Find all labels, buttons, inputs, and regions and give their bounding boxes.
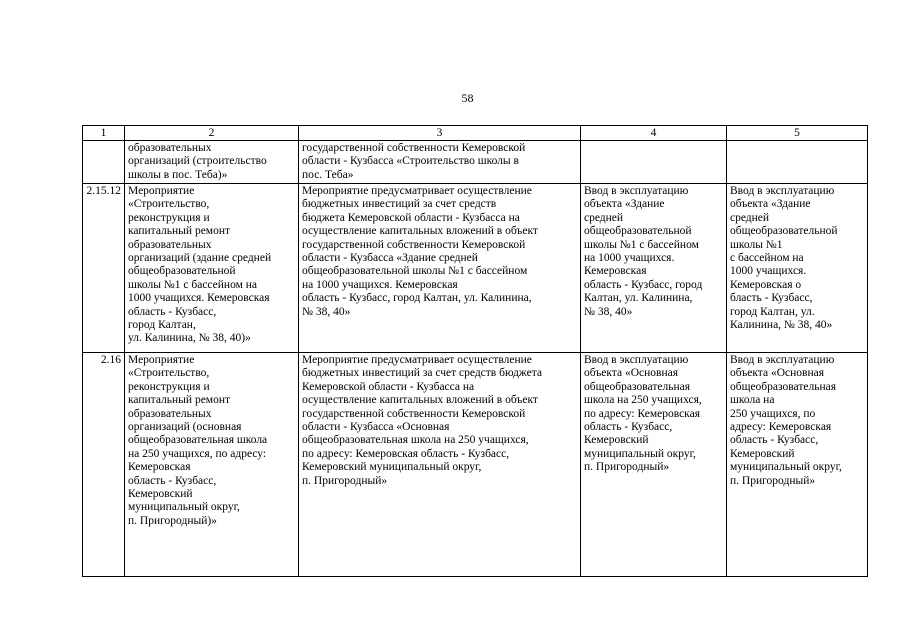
cell-text-line: Ввод в эксплуатацию [730, 185, 835, 197]
cell-text-line: область - Кузбасс, [128, 305, 217, 318]
cell-text-line: образовательных [128, 407, 212, 420]
cell-text-line: Кемеровский [128, 488, 193, 501]
cell-text-line: город Калтан, [128, 319, 196, 332]
cell-text-line: общеобразовательная [584, 380, 690, 393]
cell-text-line: области - Кузбасса «Строительство школы в [302, 155, 519, 168]
cell-text-line: Кемеровская [584, 265, 647, 278]
cell-text-line: Кемеровский [584, 434, 649, 447]
cell-text-line: бюджета Кемеровской области - Кузбасса на [302, 211, 520, 224]
column-header: 4 [581, 126, 727, 141]
cell-text-line: реконструкция и [128, 380, 210, 393]
cell-text-line: реконструкция и [128, 211, 210, 224]
cell-text-line: школы №1 с бассейном на [128, 278, 258, 291]
cell-text-line: области - Кузбасса «Здание средней [302, 252, 478, 265]
cell-text-line: общеобразовательной [128, 265, 236, 278]
cell-text-line: школы №1 [730, 238, 783, 251]
cell-text-line: № 38, 40» [584, 305, 633, 318]
cell-text-line: область - Кузбасс, город [584, 278, 703, 291]
cell-text-line: Мероприятие предусматривает осуществление [302, 185, 532, 197]
row-number-cell: 2.15.12 [83, 184, 125, 353]
cell-text-line: Кемеровский [730, 447, 795, 460]
cell-text-line: пос. Теба» [302, 168, 354, 181]
cell-text-line: область - Кузбасс, город Калтан, ул. Калинина, [302, 292, 532, 305]
cell-text-line: город Калтан, ул. [730, 305, 815, 318]
table-row [83, 184, 868, 353]
cell-text-line: школы №1 с бассейном [584, 238, 699, 251]
cell-text-line: Мероприятие [128, 185, 195, 197]
cell-text-line: п. Пригородный» [302, 474, 388, 487]
cell-text-line: п. Пригородный» [730, 474, 816, 487]
cell-text-line: на 1000 учащихся. [584, 252, 675, 265]
cell-col4 [581, 353, 727, 577]
column-header: 1 [83, 126, 125, 141]
cell-text-line: на 250 учащихся, по адресу: [128, 447, 267, 460]
cell-text-line: 1000 учащихся. [730, 265, 807, 278]
cell-text-line: организаций (основная [128, 421, 242, 434]
cell-text-line: школа на [730, 394, 775, 407]
cell-col5 [727, 353, 868, 577]
cell-text-line: «Строительство, [128, 367, 210, 380]
cell-col3 [299, 141, 581, 184]
cell-text-line: муниципальный округ, [730, 461, 842, 474]
cell-text-line: «Строительство, [128, 198, 210, 211]
cell-text-line: на 1000 учащихся. Кемеровская [302, 278, 458, 291]
cell-text-line: общеобразовательная школа [128, 434, 268, 447]
cell-text-line: по адресу: Кемеровская область - Кузбасс, [302, 447, 510, 460]
cell-text-line: область - Кузбасс, [128, 474, 217, 487]
cell-text-line: школа на 250 учащихся, [584, 394, 702, 407]
cell-text-line: по адресу: Кемеровская [584, 407, 700, 420]
cell-text-line: школы в пос. Теба)» [128, 168, 228, 181]
column-header: 3 [299, 126, 581, 141]
cell-text-line: области - Кузбасса «Основная [302, 421, 450, 434]
cell-text-line: адресу: Кемеровская [730, 421, 832, 434]
table-row [83, 353, 868, 577]
cell-col3 [299, 353, 581, 577]
cell-col2 [125, 184, 299, 353]
cell-text-line: Ввод в эксплуатацию [730, 354, 835, 366]
row-number-cell: 2.16 [83, 353, 125, 577]
cell-text-line: Мероприятие [128, 354, 195, 366]
cell-text-line: 250 учащихся, по [730, 407, 816, 420]
cell-text-line: осуществление капитальных вложений в объект [302, 225, 538, 238]
cell-text-line: Калинина, № 38, 40» [730, 319, 833, 332]
cell-text-line: п. Пригородный» [584, 461, 670, 474]
cell-text-line: общеобразовательной [730, 225, 838, 238]
table-row [83, 141, 868, 184]
cell-text-line: область - Кузбасс, [584, 421, 673, 434]
cell-col2 [125, 353, 299, 577]
cell-col5 [727, 184, 868, 353]
cell-text-line: Кемеровский муниципальный округ, [302, 461, 482, 474]
cell-text-line: бласть - Кузбасс, [730, 292, 813, 305]
cell-col2 [125, 141, 299, 184]
cell-text-line: государственной собственности Кемеровской [302, 238, 526, 251]
cell-text-line: образовательных [128, 238, 212, 251]
cell-text-line: организаций (здание средней [128, 252, 272, 265]
cell-text-line: объекта «Здание [730, 198, 811, 211]
row-number-cell [83, 141, 125, 184]
cell-text-line: бюджетных инвестиций за счет средств бюджета [302, 367, 542, 380]
cell-text-line: организаций (строительство [128, 155, 267, 168]
page-number: 58 [461, 91, 474, 105]
cell-text-line: муниципальный округ, [584, 447, 696, 460]
cell-text-line: область - Кузбасс, [730, 434, 819, 447]
cell-col4 [581, 184, 727, 353]
cell-text-line: Мероприятие предусматривает осуществление [302, 354, 532, 366]
cell-text-line: бюджетных инвестиций за счет средств [302, 198, 497, 211]
column-header: 2 [125, 126, 299, 141]
cell-text-line: государственной собственности Кемеровской [302, 407, 526, 420]
cell-col5 [727, 141, 868, 184]
cell-text-line: объекта «Основная [730, 367, 824, 380]
cell-text-line: капитальный ремонт [128, 225, 231, 238]
cell-text-line: образовательных [128, 142, 212, 154]
cell-text-line: муниципальный округ, [128, 501, 240, 514]
column-header: 5 [727, 126, 868, 141]
cell-text-line: п. Пригородный)» [128, 514, 217, 527]
cell-text-line: ул. Калинина, № 38, 40)» [128, 332, 251, 345]
cell-text-line: Кемеровская [128, 461, 191, 474]
cell-text-line: общеобразовательной [584, 225, 692, 238]
cell-text-line: общеобразовательной школы №1 с бассейном [302, 265, 528, 278]
cell-text-line: с бассейном на [730, 252, 804, 265]
cell-text-line: государственной собственности Кемеровской [302, 142, 526, 154]
cell-text-line: общеобразовательная [730, 380, 836, 393]
cell-text-line: средней [730, 211, 770, 224]
cell-text-line: Кемеровской области - Кузбасса на [302, 380, 475, 393]
measures-table [82, 125, 868, 577]
cell-text-line: объекта «Основная [584, 367, 678, 380]
table-header-row [83, 126, 868, 141]
cell-text-line: осуществление капитальных вложений в объект [302, 394, 538, 407]
cell-col4 [581, 141, 727, 184]
cell-text-line: капитальный ремонт [128, 394, 231, 407]
cell-text-line: 1000 учащихся. Кемеровская [128, 292, 270, 305]
cell-text-line: № 38, 40» [302, 305, 351, 318]
cell-col3 [299, 184, 581, 353]
cell-text-line: средней [584, 211, 624, 224]
cell-text-line: Калтан, ул. Калинина, [584, 292, 693, 305]
cell-text-line: Ввод в эксплуатацию [584, 185, 689, 197]
cell-text-line: Кемеровская о [730, 278, 802, 291]
cell-text-line: объекта «Здание [584, 198, 665, 211]
cell-text-line: общеобразовательная школа на 250 учащихся, [302, 434, 529, 447]
cell-text-line: Ввод в эксплуатацию [584, 354, 689, 366]
